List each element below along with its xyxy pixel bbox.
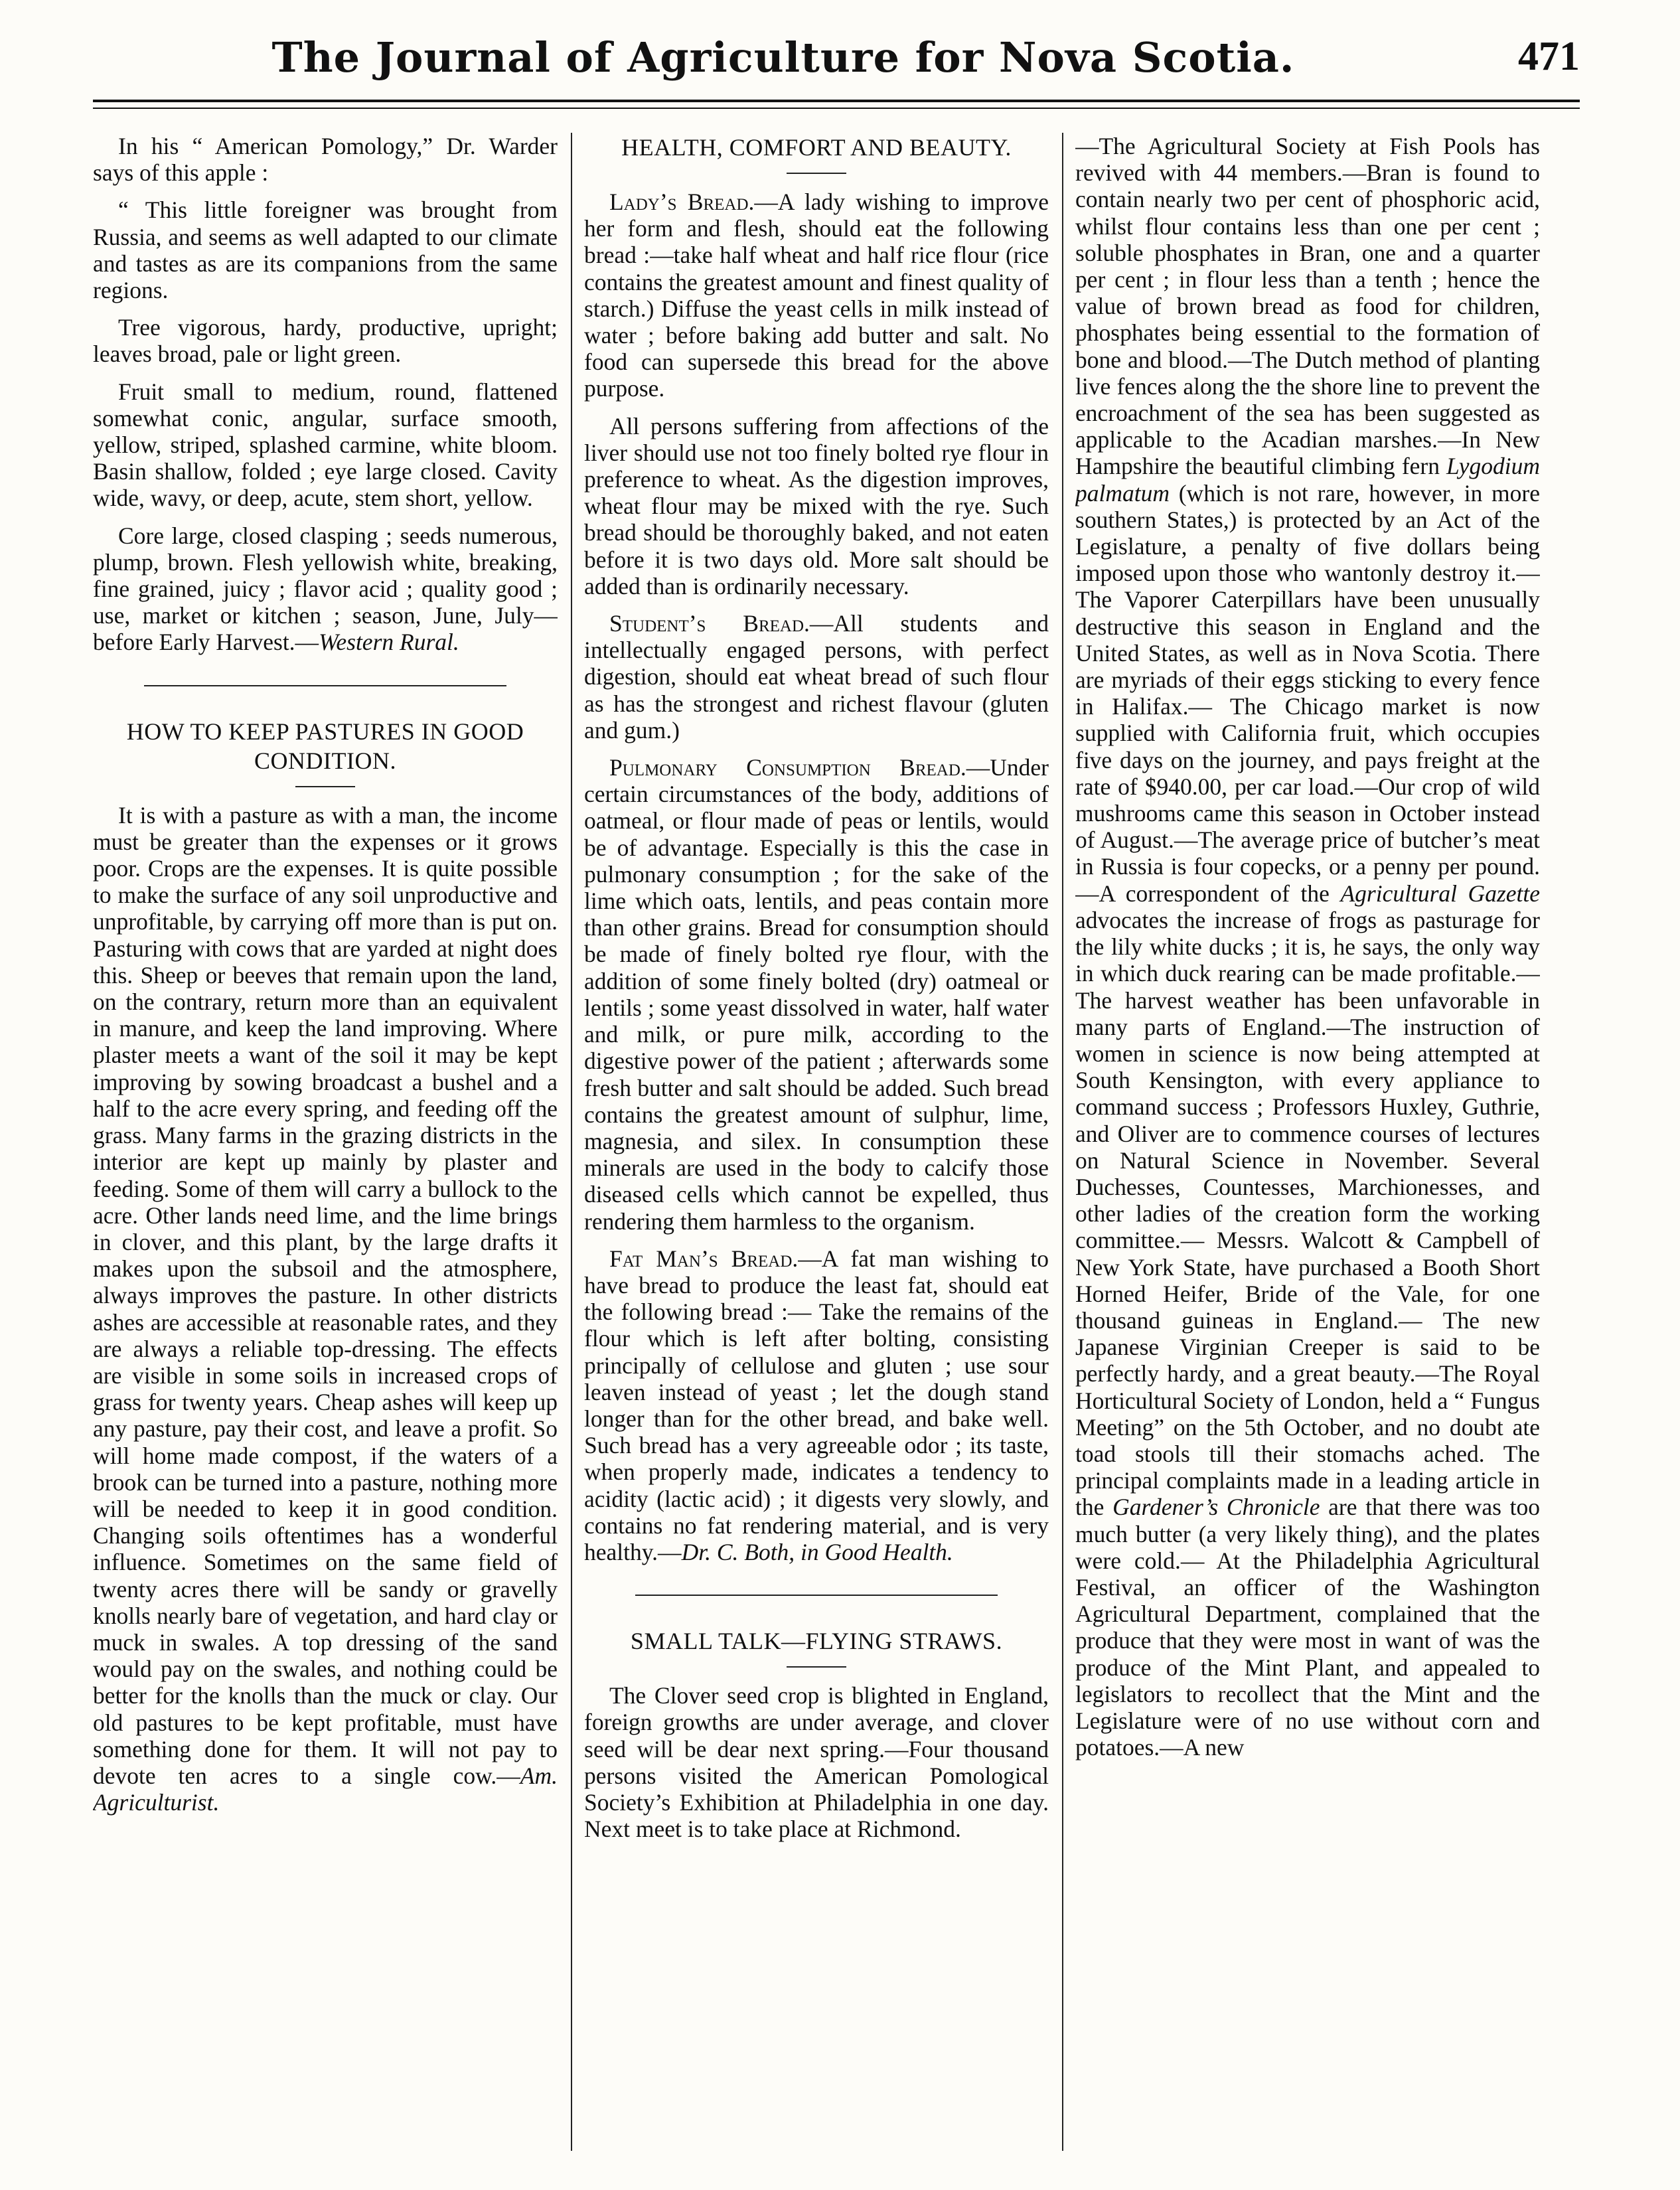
paragraph-text: —A fat man wishing to have bread to produce the least fat, should eat the following bread :— Take the remains of the flour which is left after bolting, consisting principally of cellulose and gluten ; use sour leaven instead of yeast ; let the dough stand longer than for the other bread, and bake well. Such bread has a very agreeable odor ; its taste, when properly made, indicates a tendency to acidity (lactic acid) ; it digests very slowly, and contains no fat rendering material, and is very healthy.— (584, 1245, 1049, 1565)
paragraph-lead: Pulmonary Consumption Bread. (609, 754, 966, 781)
paragraph: All persons suffering from affections of the liver should use not too finely bolted rye flour in preference to wheat. As the digestion improves, wheat flour may be mixed with the rye. Such bread should be thoroughly baked, and not eaten before it is two days old. More salt should be added than is ordinarily necessary. (584, 412, 1049, 599)
paragraph-text: —Under certain circumstances of the body, additions of oatmeal, or flour made of peas or lentils, would be of advantage. Especially is this the case in pulmonary consumption ; for the sake of the lime which oats, lentils, and peas contain more than other grains. Bread for consumption should be made of finely bolted rye flour, with the addition of some finely bolted (dry) oatmeal or lentils ; some yeast dissolved in water, half water and milk, or pure milk, according to the digestive power of the patient ; afterwards some fresh butter and salt should be added. Such bread contains the greatest amount of sulphur, lime, magnesia, and silex. In consumption these minerals are used in the body to calcify those diseased cells which cannot be expelled, thus rendering them harmless to the organism. (584, 754, 1049, 1235)
paragraph-text: —The Agricultural Society at Fish Pools has revived with 44 members.—Bran is found to contain nearly two per cent of phosphoric acid, whilst flour contains less than one per cent ; soluble phosphates in Bran, one and a quarter per cent ; in flour less than a tenth ; hence the value of brown bread as food for children, phosphates being essential to the formation of bone and blood.—The Dutch method of planting live fences along the the shore line to prevent the encroachment of the sea has been suggested as applicable to the Acadian marshes.—In New Hampshire the beautiful climbing fern (1075, 133, 1540, 480)
paragraph-lead: Lady’s Bread. (609, 189, 755, 215)
article-heading: SMALL TALK—FLYING STRAWS. (630, 1628, 1003, 1655)
column-middle (584, 133, 1049, 2151)
italic-term: Lygodium palmatum (1075, 453, 1540, 507)
paragraph (93, 522, 558, 656)
column-right (1075, 133, 1540, 2151)
italic-term: Gardener’s Chronicle (1112, 1494, 1320, 1521)
paragraph (584, 754, 1049, 1235)
paragraph-text: are that there was too much butter (a very likely thing), and the plates were cold.— At the Philadelphia Agricultural Festival, an officer of the Washington Agricultural Department, complained that the produce that they were most in want of was the produce of the Mint Plant, and appealed to legislators to recollect that the Mint and the Legislature were of no use without corn and potatoes.—A new (1075, 1494, 1540, 1761)
source-credit: Dr. C. Both, in Good Health. (681, 1538, 953, 1565)
journal-title: The Journal of Agriculture for Nova Scotia. (271, 33, 1295, 82)
source-credit: Am. Agriculturist. (93, 1762, 558, 1816)
page-header (93, 27, 1580, 93)
paragraph (1075, 133, 1540, 1760)
heading-rule (787, 1666, 846, 1668)
column-left (93, 133, 558, 2151)
paragraph-text: —All students and intellectually engaged persons, with perfect digestion, should eat wheat bread of such flour as has the strongest and richest flavour (gluten and gum.) (584, 610, 1049, 743)
italic-term: Agricultural Gazette (1340, 880, 1540, 907)
paragraph (584, 189, 1049, 402)
page-number: 471 (1518, 34, 1580, 79)
column-divider (571, 133, 572, 2151)
paragraph-text: advocates the increase of frogs as pasturage for the lily white ducks ; it is, he says, the only way in which duck rearing can be made profitable.—The harvest weather has been unfavorable in many parts of England.—The instruction of women in science is now being attempted at South Kensington, with every appliance to command success ; Professors Huxley, Guthrie, and Oliver are to commence courses of lectures on Natural Science in November. Several Duchesses, Countesses, Marchionesses, and other ladies of the creation form the working committee.— Messrs. Walcott & Campbell of New York State, have purchased a Booth Short Horned Heifer, Bride of the Vale, for one thousand guineas in England.— The new Japanese Virginian Creeper is said to be perfectly hardy, and a great beauty.—The Royal Horticultural Society of London, held a “ Fungus Meeting” on the 5th October, and no doubt ate toad stools till their stomachs ached. The principal complaints made in a leading article in the (1075, 906, 1540, 1521)
paragraph-text: (which is not rare, however, in more southern States,) is protected by an Act of the Legislature, a penalty of five dollars being imposed upon those who wantonly destroy it.— The Vaporer Caterpillars have been unusually destructive this season in England and the United States, as well as in Nova Scotia. There are myriads of their eggs sticking to every fence in Halifax.— The Chicago market is now supplied with California fruit, which occupies five days on the journey, and pays freight at the rate of $940.00, per car load.—Our crop of wild mushrooms came this season in October instead of August.—The average price of butcher’s meat in Russia is four copecks, or a penny per pound.—A correspondent of the (1075, 479, 1540, 907)
section-rule (635, 1595, 998, 1596)
paragraph-text: —A lady wishing to improve her form and flesh, should eat the following bread :—take half wheat and half rice flour (rice contains the greatest amount and finest quality of starch.) Diffuse the yeast cells in milk instead of water ; before baking add butter and salt. No food can supersede this bread for the above purpose. (584, 189, 1049, 402)
paragraph-lead: Student’s Bread. (609, 610, 810, 637)
source-credit: Western Rural. (319, 629, 459, 656)
paragraph: “ This little foreigner was brought from Russia, and seems as well adapted to our climate and tastes as are its companions from the same regions. (93, 196, 558, 304)
heading-rule (787, 173, 846, 174)
header-rule (93, 100, 1580, 109)
column-divider (1062, 133, 1063, 2151)
paragraph (584, 610, 1049, 743)
paragraph: The Clover seed crop is blighted in England, foreign growths are under average, and clover seed will be dear next spring.—Four thousand persons visited the American Pomological Society’s Exhibition at Philadelphia in one day. Next meet is to take place at Richmond. (584, 1682, 1049, 1843)
paragraph: Fruit small to medium, round, flattened somewhat conic, angular, surface smooth, yellow, striped, splashed carmine, white bloom. Basin shallow, folded ; eye large closed. Cavity wide, wavy, or deep, acute, stem short, yellow. (93, 378, 558, 512)
paragraph: In his “ American Pomology,” Dr. Warder says of this apple : (93, 133, 558, 187)
paragraph (93, 802, 558, 1816)
paragraph (584, 1245, 1049, 1565)
paragraph-lead: Fat Man’s Bread. (609, 1245, 799, 1272)
article-heading: HEALTH, COMFORT AND BEAUTY. (621, 134, 1012, 161)
paragraph-text: Core large, closed clasping ; seeds numerous, plump, brown. Flesh yellowish white, breaking, fine grained, juicy ; flavor acid ; quality good ; use, market or kitchen ; season, June, July—before Early Harvest.— (93, 522, 558, 656)
heading-rule (295, 786, 355, 787)
paragraph: Tree vigorous, hardy, productive, upright; leaves broad, pale or light green. (93, 314, 558, 368)
section-rule (144, 685, 506, 686)
paragraph-text: It is with a pasture as with a man, the income must be greater than the expenses or it grows poor. Crops are the expenses. It is quite possible to make the surface of any soil unproductive and unprofitable, by carrying off more than is put on. Pasturing with cows that are yarded at night does this. Sheep or beeves that remain upon the land, on the contrary, return more than an equivalent in manure, and keep the land improving. Where plaster meets a want of the soil it may be kept improving by sowing broadcast a bushel and a half to the acre every spring, and feeding off the grass. Many farms in the grazing districts in the interior are kept up mainly by plaster and feeding. Some of them will carry a bullock to the acre. Other lands need lime, and the lime brings in clover, and this plant, by the large drafts it makes upon the subsoil and the atmosphere, always improves the pasture. In other districts ashes are accessible at reasonable rates, and they are always a reliable top-dressing. The effects are visible in some soils in increased crops of grass for twenty years. Cheap ashes will keep up any pasture, pay their cost, and leave a profit. So will home made compost, if the waters of a brook can be turned into a pasture, nothing more will be needed to keep it in good condition. Changing soils oftentimes has a wonderful influence. Sometimes on the same field of twenty acres there will be sandy or gravelly knolls nearly bare of vegetation, and hard clay or muck in swales. A top dressing of the sand would pay on the swales, and nothing could be better for the knolls than the muck or clay. Our old pastures to be kept profitable, must have something done for them. It will not pay to devote ten acres to a single cow.— (93, 801, 558, 1789)
article-heading: HOW TO KEEP PASTURES IN GOOD CONDITION. (126, 718, 524, 774)
